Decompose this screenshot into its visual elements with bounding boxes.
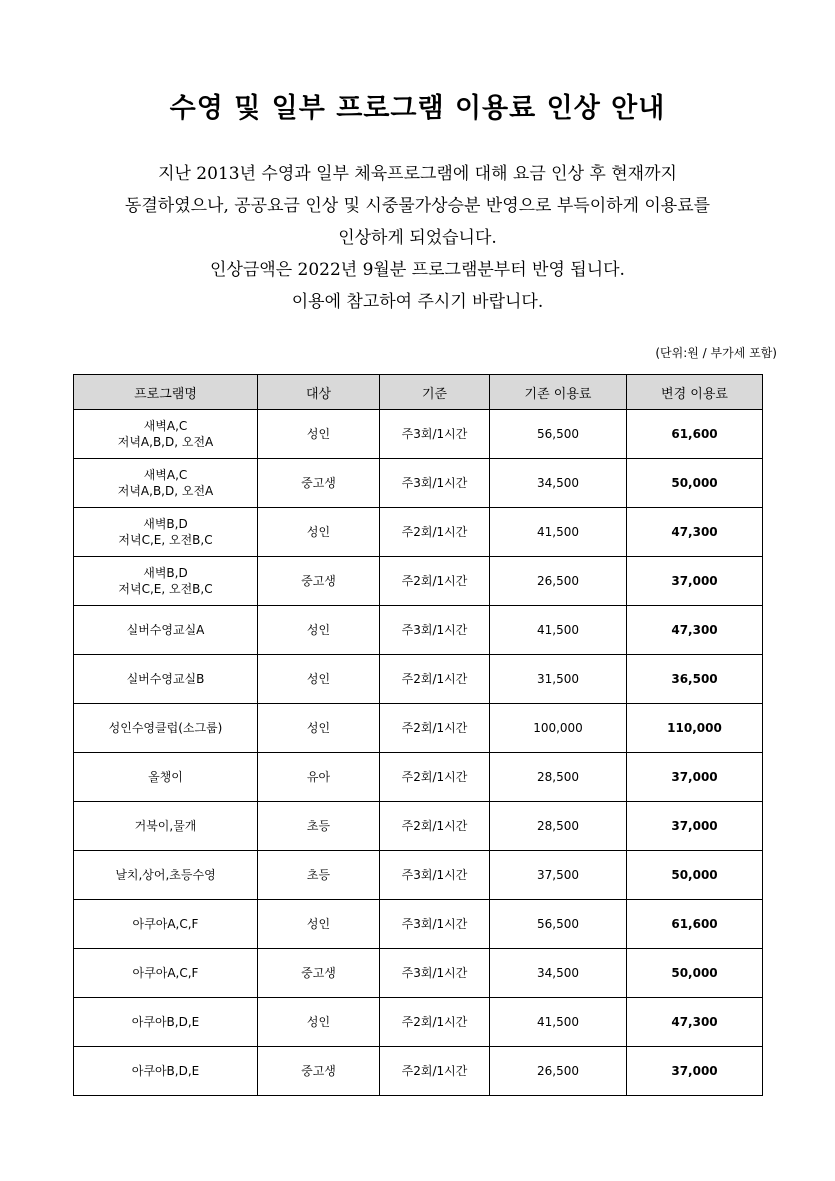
program-name-line: 성인수영클럽(소그룹) [108,721,223,735]
table-header-row [74,375,763,410]
cell-old-fee: 26,500 [490,557,627,606]
cell-old-fee: 41,500 [490,998,627,1047]
program-name-line: 저녁A,B,D, 오전A [117,435,214,449]
cell-old-fee: 56,500 [490,900,627,949]
cell-new-fee: 37,000 [627,557,763,606]
cell-new-fee: 37,000 [627,753,763,802]
cell-basis: 주2회/1시간 [380,753,490,802]
program-name-line: 새벽A,C [143,468,188,482]
cell-new-fee: 47,300 [627,998,763,1047]
table-row [74,851,763,900]
cell-target: 중고생 [258,1047,380,1096]
program-name-line: 아쿠아A,C,F [132,966,199,980]
cell-program [74,802,258,851]
table-row [74,900,763,949]
table-row [74,606,763,655]
cell-program [74,508,258,557]
header-program: 프로그램명 [74,375,258,410]
cell-new-fee: 61,600 [627,410,763,459]
cell-basis: 주2회/1시간 [380,655,490,704]
cell-target: 중고생 [258,459,380,508]
cell-old-fee: 28,500 [490,802,627,851]
fee-table [73,374,763,1096]
cell-target: 성인 [258,655,380,704]
cell-program [74,704,258,753]
table-row [74,949,763,998]
cell-basis: 주2회/1시간 [380,802,490,851]
intro-line: 이용에 참고하여 주시기 바랍니다. [291,292,544,312]
header-basis: 기준 [380,375,490,410]
cell-program [74,1047,258,1096]
intro-line: 동결하였으나, 공공요금 인상 및 시중물가상승분 반영으로 부득이하게 이용료를 [124,196,711,216]
cell-target: 성인 [258,410,380,459]
cell-old-fee: 37,500 [490,851,627,900]
cell-old-fee: 26,500 [490,1047,627,1096]
cell-target: 초등 [258,802,380,851]
cell-program [74,655,258,704]
cell-basis: 주2회/1시간 [380,508,490,557]
cell-basis: 주3회/1시간 [380,949,490,998]
program-name-line: 날치,상어,초등수영 [115,868,216,882]
table-row [74,508,763,557]
cell-old-fee: 34,500 [490,459,627,508]
cell-program [74,557,258,606]
cell-new-fee: 110,000 [627,704,763,753]
cell-program [74,753,258,802]
cell-program [74,851,258,900]
page-title: 수영 및 일부 프로그램 이용료 인상 안내 [169,93,666,124]
cell-new-fee: 61,600 [627,900,763,949]
cell-basis: 주3회/1시간 [380,851,490,900]
cell-target: 성인 [258,606,380,655]
program-name-line: 거북이,물개 [134,819,197,833]
cell-old-fee: 41,500 [490,508,627,557]
program-name-line: 올챙이 [148,770,183,784]
program-name-line: 새벽B,D [143,566,188,580]
program-name-line: 실버수영교실A [126,623,205,637]
cell-program [74,998,258,1047]
cell-basis: 주3회/1시간 [380,410,490,459]
cell-old-fee: 31,500 [490,655,627,704]
cell-old-fee: 41,500 [490,606,627,655]
cell-basis: 주2회/1시간 [380,1047,490,1096]
cell-basis: 주2회/1시간 [380,557,490,606]
intro-line: 인상금액은 2022년 9월분 프로그램분부터 반영 됩니다. [210,260,625,280]
table-row [74,802,763,851]
unit-note: (단위:원 / 부가세 포함) [655,346,777,360]
program-name-line: 저녁C,E, 오전B,C [118,533,213,547]
program-name-line: 새벽A,C [143,419,188,433]
table-row [74,557,763,606]
program-name-line: 실버수영교실B [126,672,205,686]
cell-program [74,606,258,655]
cell-target: 유아 [258,753,380,802]
cell-basis: 주2회/1시간 [380,704,490,753]
cell-new-fee: 50,000 [627,949,763,998]
cell-new-fee: 50,000 [627,851,763,900]
program-name-line: 아쿠아A,C,F [132,917,199,931]
intro-line: 인상하게 되었습니다. [338,228,497,248]
intro-line: 지난 2013년 수영과 일부 체육프로그램에 대해 요금 인상 후 현재까지 [158,164,677,184]
cell-old-fee: 100,000 [490,704,627,753]
table-row [74,704,763,753]
cell-basis: 주3회/1시간 [380,900,490,949]
table-row [74,753,763,802]
cell-old-fee: 56,500 [490,410,627,459]
cell-target: 초등 [258,851,380,900]
cell-target: 성인 [258,508,380,557]
cell-old-fee: 34,500 [490,949,627,998]
cell-program [74,949,258,998]
header-old-fee: 기존 이용료 [490,375,627,410]
cell-target: 중고생 [258,949,380,998]
table-row [74,998,763,1047]
program-name-line: 아쿠아B,D,E [131,1015,200,1029]
program-name-line: 새벽B,D [143,517,188,531]
cell-basis: 주2회/1시간 [380,998,490,1047]
table-row [74,655,763,704]
program-name-line: 아쿠아B,D,E [131,1064,200,1078]
program-name-line: 저녁C,E, 오전B,C [118,582,213,596]
cell-target: 성인 [258,704,380,753]
program-name-line: 저녁A,B,D, 오전A [117,484,214,498]
cell-new-fee: 47,300 [627,606,763,655]
cell-target: 성인 [258,998,380,1047]
cell-program [74,900,258,949]
cell-program [74,459,258,508]
cell-new-fee: 50,000 [627,459,763,508]
cell-new-fee: 36,500 [627,655,763,704]
header-new-fee: 변경 이용료 [627,375,763,410]
intro-paragraph [40,158,795,318]
cell-target: 중고생 [258,557,380,606]
table-row [74,410,763,459]
table-body [74,410,763,1096]
cell-basis: 주3회/1시간 [380,606,490,655]
header-target: 대상 [258,375,380,410]
cell-new-fee: 37,000 [627,1047,763,1096]
table-row [74,1047,763,1096]
cell-new-fee: 47,300 [627,508,763,557]
cell-target: 성인 [258,900,380,949]
table-row [74,459,763,508]
cell-program [74,410,258,459]
cell-new-fee: 37,000 [627,802,763,851]
cell-basis: 주3회/1시간 [380,459,490,508]
cell-old-fee: 28,500 [490,753,627,802]
